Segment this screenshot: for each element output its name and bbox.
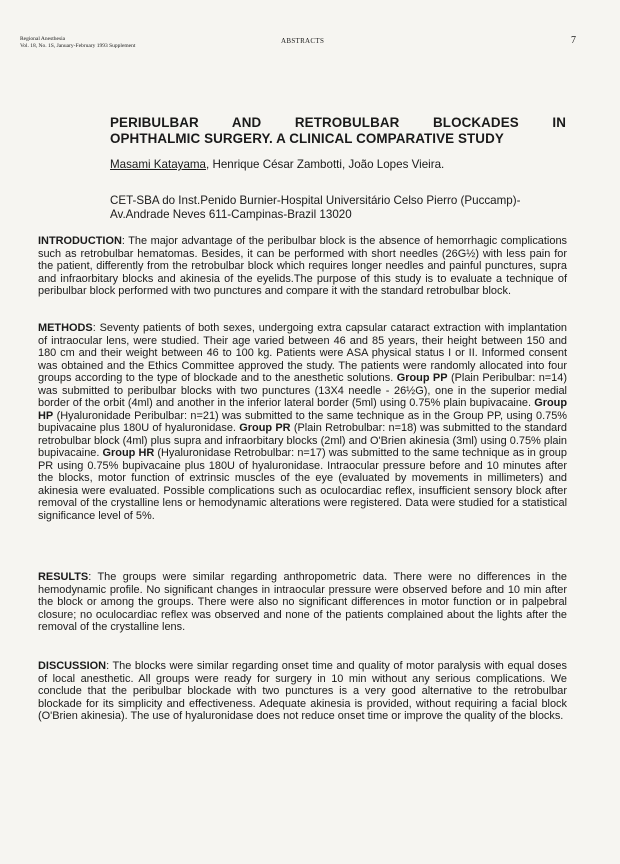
methods-text-4: (Plain Retrobulbar: n=18) was submitted to the standard retrobulbar block (4ml) plus supra and infraorbitary blocks (2ml) and O'Brien akinesia (3ml) using 0.75% plain bupivacaine. (38, 422, 567, 459)
methods-text-2: (Plain Peribulbar: n=14) was submitted to peribulbar blocks with two punctures (13X4 needle - 26½G), one in the superior medial border of the orbit (4ml) and another in the inferior lateral border (5ml) using 0.75% plain bupivacaine. (38, 372, 567, 409)
discussion-heading: DISCUSSION (38, 660, 107, 672)
paper-title (110, 115, 566, 147)
methods-text-3: (Hyaluronidade Peribulbar: n=21) was submitted to the same technique as in the Group PP, using 0.75% bupivacaine plus 180U of hyaluronidase. (38, 409, 567, 434)
affiliation-line-1: CET-SBA do Inst.Penido Burnier-Hospital Universitário Celso Pierro (Puccamp)- (110, 194, 521, 207)
group-pp-label: Group PP (396, 372, 448, 384)
introduction-text: : The major advantage of the peribulbar block is the absence of hemorrhagic complications such as retrobulbar hematomas. Besides, it can be performed with short needles (26G½) with less pain for the patient, differently from the retrobulbar block which requires longer needles and painful punctures, supra and infraorbitary blocks and akinesia of the eyelids.The purpose of this study is to evaluate a technique of peribulbar block performed with two punctures and compare it with the standard retrobulbar block. (38, 235, 567, 297)
title-line-1: PERIBULBAR AND RETROBULBAR BLOCKADES IN (110, 115, 566, 130)
journal-volume: Vol. 18, No. 1S, January-February 1993 Supplement (20, 42, 136, 49)
results-section (38, 571, 567, 634)
author-list (110, 158, 444, 172)
discussion-section (38, 660, 567, 723)
discussion-text: : The blocks were similar regarding onset time and quality of motor paralysis with equal doses of local anesthetic. All groups were ready for surgery in 10 min without any serious complications. We conclude that the peribulbar blockade with two punctures is a very good alternative to the retrobulbar blockade for its simplicity and effectiveness. Adequate akinesia is provided, without requiring a facial block (O'Brien akinesia). The use of hyaluronidase does not reduce onset time or improve the quality of the blocks. (38, 660, 567, 722)
introduction-section (38, 235, 567, 298)
page-number: 7 (571, 35, 576, 46)
methods-text-1: : Seventy patients of both sexes, undergoing extra capsular cataract extraction with implantation of intraocular lens, were studied. Their age varied between 46 and 85 years, their height between 150 and 180 cm and their weight between 46 to 100 kg. Patients were ASA physical status I or II. Informed consent was obtained and the Ethics Committee approved the study. The patients were randomly allocated into four groups according to the type of blockade and to the anesthetic solutions. (38, 322, 567, 384)
group-hr-label: Group HR (102, 447, 155, 459)
affiliation-line-2: Av.Andrade Neves 611-Campinas-Brazil 13020 (110, 208, 352, 221)
journal-name: Regional Anesthesia (20, 36, 66, 42)
affiliation (110, 194, 570, 222)
results-heading: RESULTS (38, 571, 89, 583)
running-header-journal (20, 36, 135, 49)
introduction-heading: INTRODUCTION (38, 235, 122, 247)
co-authors: , Henrique César Zambotti, João Lopes Vieira. (206, 158, 445, 171)
section-label: ABSTRACTS (281, 37, 325, 45)
presenting-author: Masami Katayama (110, 158, 207, 171)
methods-section (38, 322, 567, 522)
methods-heading: METHODS (38, 322, 93, 334)
group-hp-label: Group HP (38, 397, 567, 422)
group-pr-label: Group PR (239, 422, 291, 434)
title-line-2: OPHTHALMIC SURGERY. A CLINICAL COMPARATIVE STUDY (110, 131, 504, 146)
results-text: : The groups were similar regarding anthropometric data. There were no differences in the hemodynamic profile. No significant changes in intraocular pressure were observed before and 10 min after the block or among the groups. There were also no significant differences in motor function or in palpebral closure; no oculocardiac reflex was observed and none of the patients complained about the lights after the removal of the crystalline lens. (38, 571, 567, 633)
methods-text-5: (Hyaluronidase Retrobulbar: n=17) was submitted to the same technique as in group PR using 0.75% bupivacaine plus 180U of hyaluronidase. Intraocular pressure before and 10 minutes after the blocks, motor function of extrinsic muscles of the eye (evaluated by movements in millimeters) and akinesia were evaluated. Possible complications such as oculocardiac reflex, insufficient sensory block after removal of the crystalline lens or hemodynamic alterations were registered. Data were studied for a statistical significance level of 5%. (38, 447, 567, 522)
